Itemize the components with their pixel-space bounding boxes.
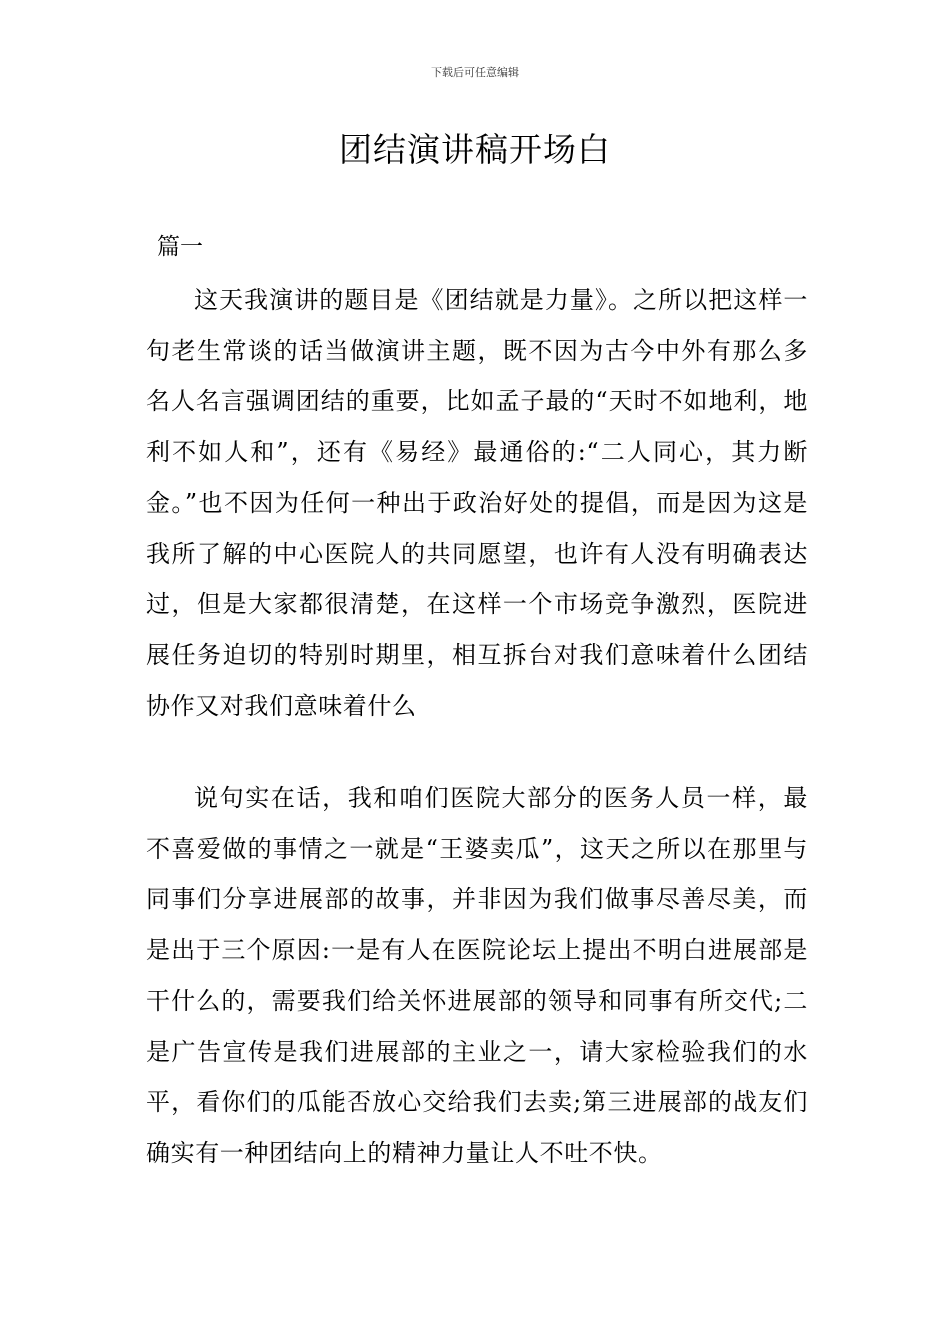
paragraph-2: 说句实在话，我和咱们医院大部分的医务人员一样，最不喜爱做的事情之一就是“王婆卖瓜”，这天之所以在那里与同事们分享进展部的故事，并非因为我们做事尽善尽美，而是出于三个原因:一是有人在医院论坛上提出不明白进展部是干什么的，需要我们给关怀进展部的领导和同事有所交代;二是广告宣传是我们进展部的主业之一，请大家检验我们的水平，看你们的瓜能否放心交给我们去卖;第三进展部的战友们确实有一种团结向上的精神力量让人不吐不快。 bbox=[146, 784, 808, 1167]
header-note: 下载后可任意编辑 bbox=[431, 66, 519, 79]
document-title: 团结演讲稿开场白 bbox=[339, 130, 611, 169]
paragraph-1: 这天我演讲的题目是《团结就是力量》。之所以把这样一句老生常谈的话当做演讲主题，既不因为古今中外有那么多名人名言强调团结的重要，比如孟子最的“天时不如地利，地利不如人和”，还有《易经》最通俗的:“二人同心，其力断金。”也不因为任何一种出于政治好处的提倡，而是因为这是我所了解的中心医院人的共同愿望，也许有人没有明确表达过，但是大家都很清楚，在这样一个市场竞争激烈，医院进展任务迫切的特别时期里，相互拆台对我们意味着什么团结协作又对我们意味着什么 bbox=[146, 286, 808, 720]
section-label: 篇一 bbox=[157, 234, 203, 260]
